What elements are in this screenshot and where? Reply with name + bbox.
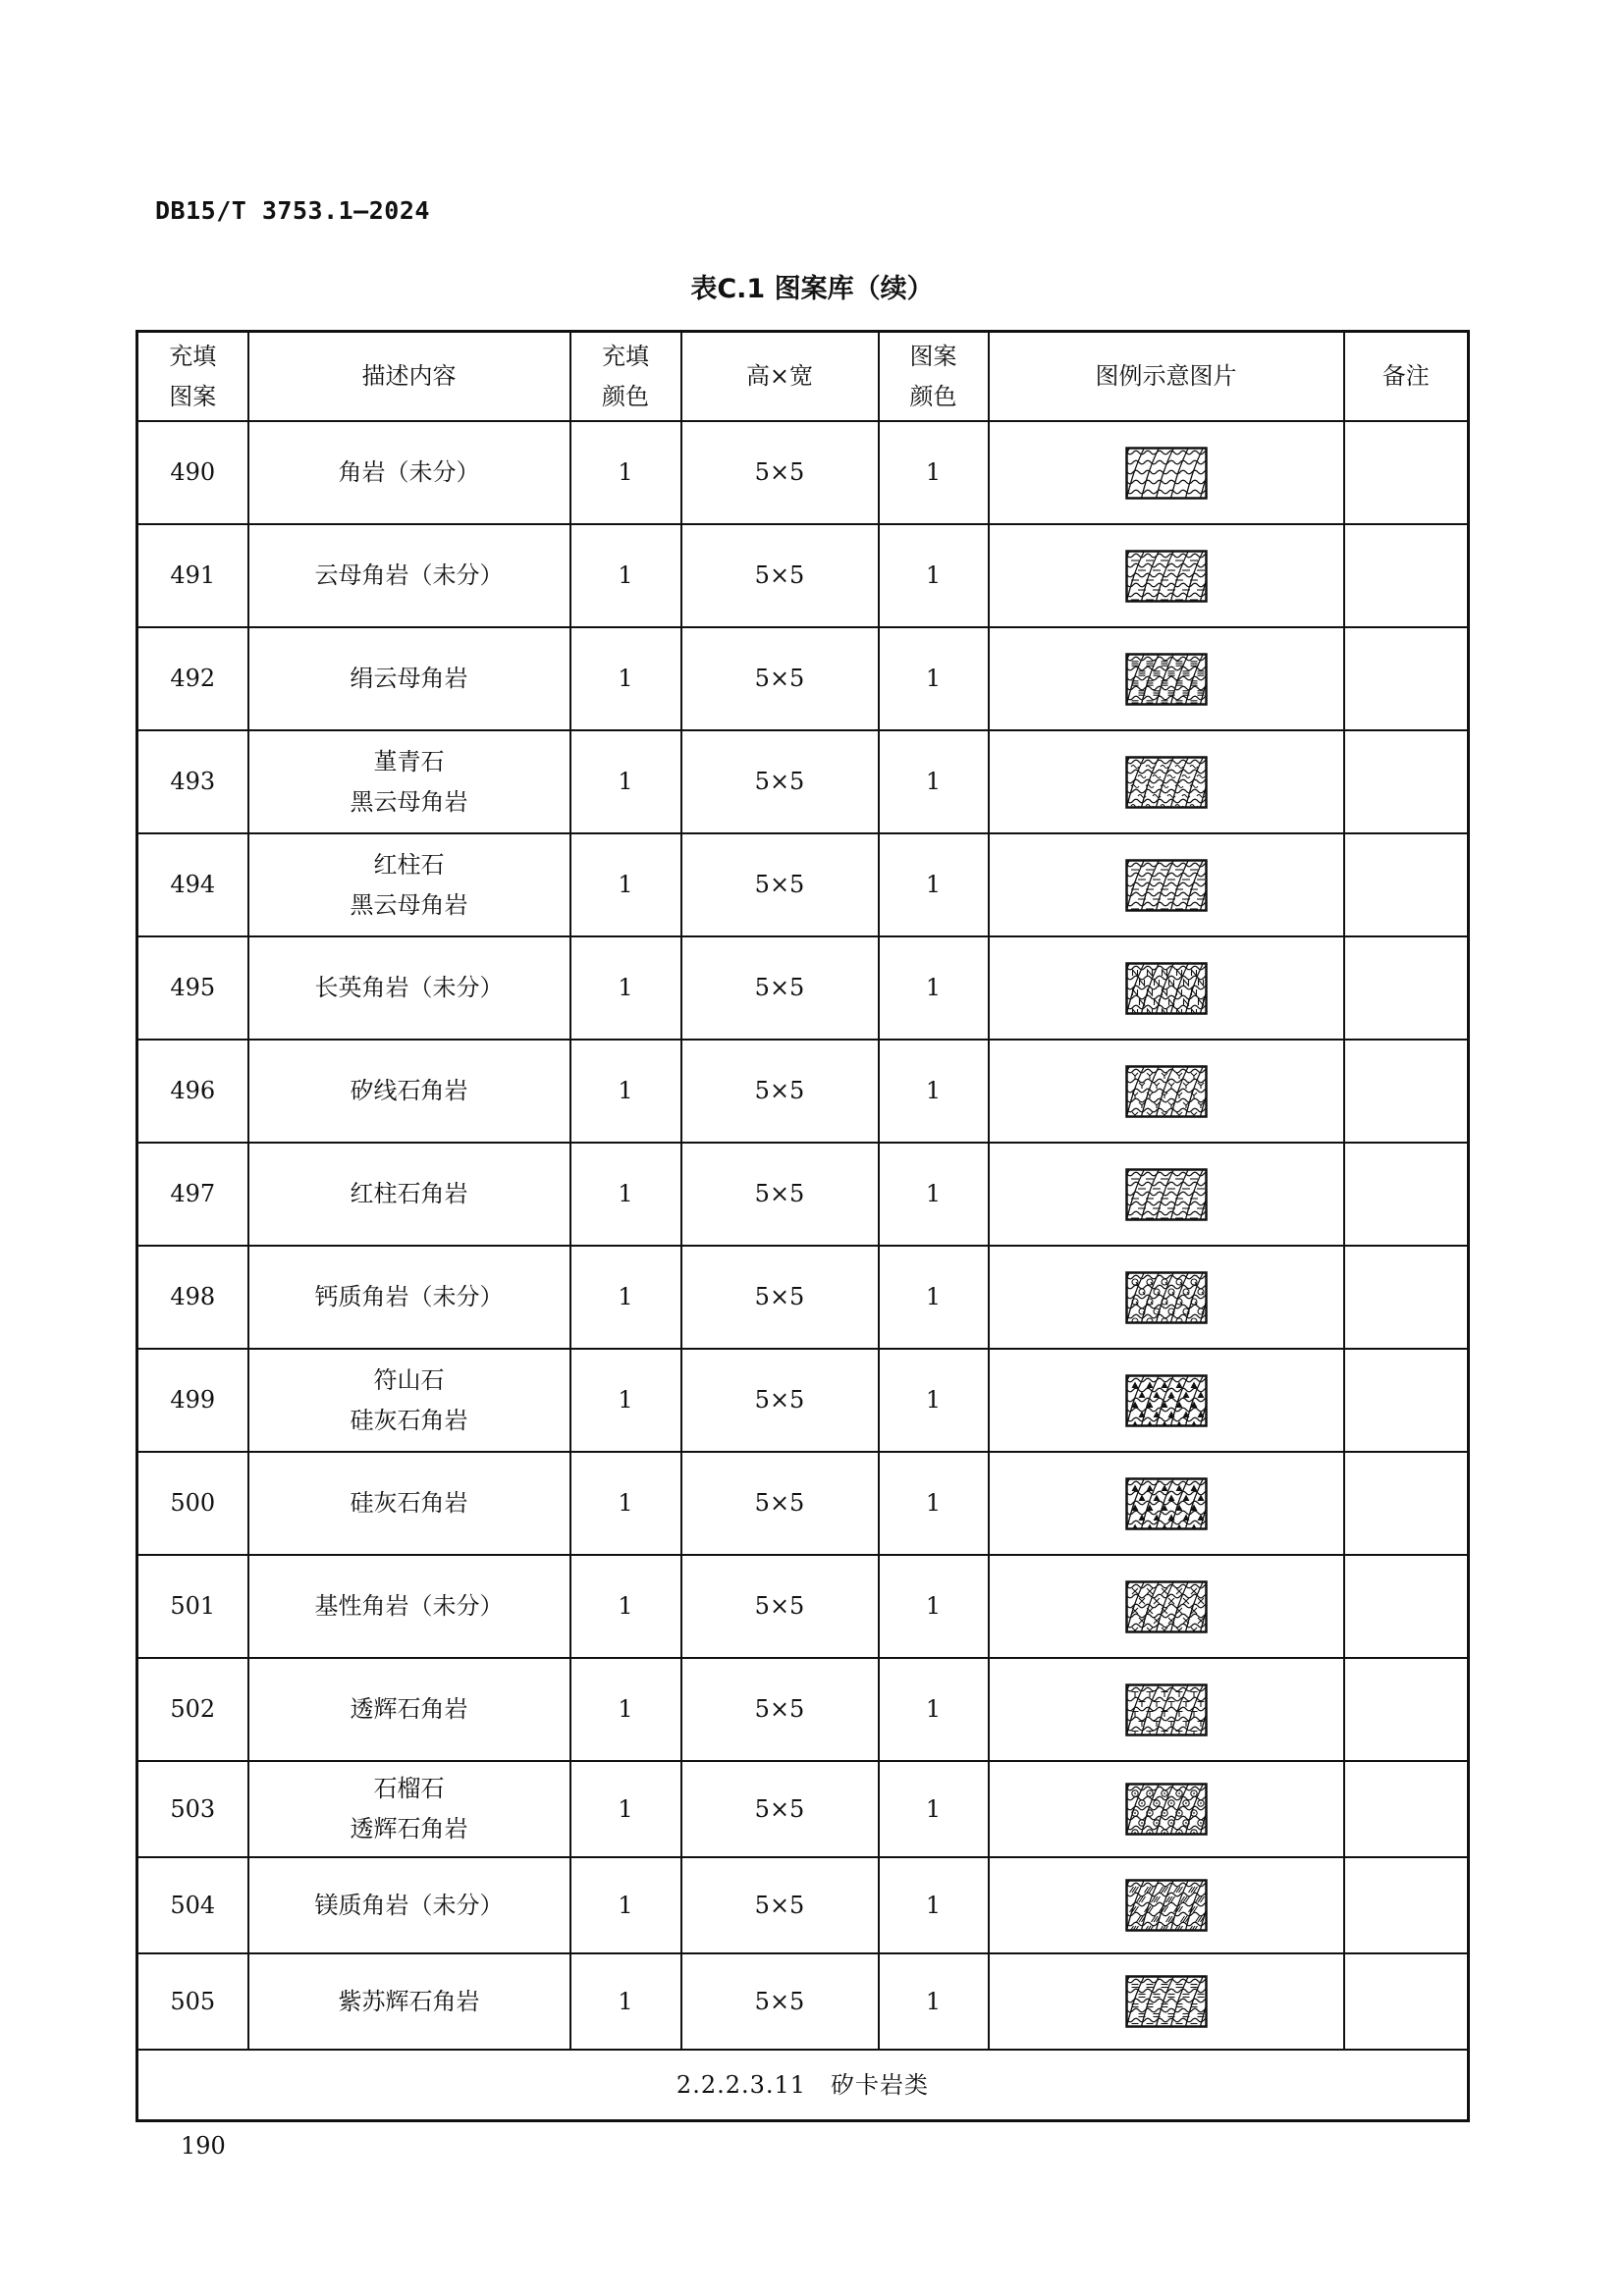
pattern-id: 495	[137, 936, 248, 1040]
table-row	[137, 1953, 1469, 2050]
pattern-size: 5×5	[681, 1761, 879, 1857]
legend-image-cell	[989, 1555, 1344, 1658]
pattern-id: 498	[137, 1246, 248, 1349]
table-body	[137, 421, 1469, 2121]
remark	[1344, 627, 1469, 730]
legend-image-cell	[989, 1953, 1344, 2050]
pattern-size: 5×5	[681, 1953, 879, 2050]
description-line: 绢云母角岩	[350, 665, 468, 693]
pattern-id: 494	[137, 833, 248, 936]
pattern-id: 496	[137, 1040, 248, 1143]
pattern-size: 5×5	[681, 833, 879, 936]
column-header-remark	[1344, 332, 1469, 422]
pattern-color: 1	[879, 1555, 989, 1658]
column-header-pattern_color	[879, 332, 989, 422]
legend-image-cell	[989, 1246, 1344, 1349]
pattern-id: 501	[137, 1555, 248, 1658]
pattern-size: 5×5	[681, 627, 879, 730]
garnet-diopside-hornfels-pattern-icon	[1125, 1783, 1208, 1836]
remark	[1344, 730, 1469, 833]
pattern-color: 1	[879, 1761, 989, 1857]
fill-color: 1	[570, 730, 681, 833]
pattern-color: 1	[879, 1040, 989, 1143]
description-line: 硅灰石角岩	[350, 1406, 468, 1434]
legend-image-cell	[989, 936, 1344, 1040]
pattern-size: 5×5	[681, 1143, 879, 1246]
pattern-color: 1	[879, 833, 989, 936]
calcareous-hornfels-pattern-icon	[1125, 1271, 1208, 1324]
pattern-size: 5×5	[681, 1349, 879, 1452]
table-row	[137, 833, 1469, 936]
pattern-color: 1	[879, 1857, 989, 1953]
pattern-description	[248, 1857, 570, 1953]
table-title: 表C.1 图案库（续）	[690, 274, 934, 304]
remark	[1344, 833, 1469, 936]
fill-color: 1	[570, 1761, 681, 1857]
hypersthene-hornfels-pattern-icon	[1125, 1975, 1208, 2028]
table-row	[137, 421, 1469, 524]
legend-image-cell	[989, 1349, 1344, 1452]
pattern-size: 5×5	[681, 1040, 879, 1143]
legend-image-cell	[989, 1040, 1344, 1143]
description-line: 钙质角岩（未分）	[314, 1283, 504, 1311]
table-row	[137, 1143, 1469, 1246]
description-line: 红柱石	[373, 850, 445, 879]
fill-color: 1	[570, 421, 681, 524]
table-row	[137, 730, 1469, 833]
remark	[1344, 1246, 1469, 1349]
pattern-color: 1	[879, 1349, 989, 1452]
pattern-id: 491	[137, 524, 248, 627]
fill-color: 1	[570, 1143, 681, 1246]
column-header-line: 描述内容	[361, 362, 457, 391]
legend-image-cell	[989, 1658, 1344, 1761]
table-row	[137, 1555, 1469, 1658]
fill-color: 1	[570, 1953, 681, 2050]
table-row	[137, 936, 1469, 1040]
pattern-id: 497	[137, 1143, 248, 1246]
legend-image-cell	[989, 833, 1344, 936]
description-line: 镁质角岩（未分）	[314, 1891, 504, 1919]
column-header-line: 颜色	[909, 382, 957, 410]
section-heading: 2.2.2.3.11 矽卡岩类	[137, 2050, 1469, 2121]
table-row	[137, 1761, 1469, 1857]
pattern-description	[248, 1953, 570, 2050]
table-row	[137, 1452, 1469, 1555]
column-header-line: 高×宽	[745, 362, 814, 391]
description-line: 符山石	[373, 1365, 445, 1394]
pattern-id: 493	[137, 730, 248, 833]
remark	[1344, 1555, 1469, 1658]
legend-image-cell	[989, 627, 1344, 730]
page-number: 190	[181, 2132, 226, 2160]
fill-color: 1	[570, 936, 681, 1040]
felsic-hornfels-pattern-icon	[1125, 962, 1208, 1015]
pattern-description	[248, 1452, 570, 1555]
pattern-color: 1	[879, 1658, 989, 1761]
remark	[1344, 1040, 1469, 1143]
sericite-hornfels-pattern-icon	[1125, 653, 1208, 706]
pattern-color: 1	[879, 1953, 989, 2050]
remark	[1344, 1143, 1469, 1246]
table-row	[137, 1246, 1469, 1349]
column-header-line: 充填	[169, 342, 217, 370]
diopside-hornfels-pattern-icon	[1125, 1683, 1208, 1736]
pattern-id: 499	[137, 1349, 248, 1452]
wollastonite-hornfels-pattern-icon	[1125, 1477, 1208, 1530]
column-header-legend	[989, 332, 1344, 422]
column-header-size	[681, 332, 879, 422]
fill-color: 1	[570, 1658, 681, 1761]
pattern-id: 502	[137, 1658, 248, 1761]
andalusite-biotite-hornfels-pattern-icon	[1125, 859, 1208, 912]
legend-image-cell	[989, 1857, 1344, 1953]
pattern-size: 5×5	[681, 1658, 879, 1761]
pattern-color: 1	[879, 524, 989, 627]
table-row	[137, 1349, 1469, 1452]
pattern-description	[248, 1761, 570, 1857]
table-row	[137, 524, 1469, 627]
andalusite-hornfels-pattern-icon	[1125, 1168, 1208, 1221]
description-line: 基性角岩（未分）	[314, 1592, 504, 1621]
table-row	[137, 1857, 1469, 1953]
description-line: 黑云母角岩	[350, 890, 468, 919]
column-header-line: 颜色	[602, 382, 649, 410]
remark	[1344, 1452, 1469, 1555]
table-header-row	[137, 332, 1469, 422]
pattern-description	[248, 833, 570, 936]
document-code: DB15/T 3753.1—2024	[155, 196, 430, 225]
fill-color: 1	[570, 627, 681, 730]
pattern-id: 503	[137, 1761, 248, 1857]
description-line: 长英角岩（未分）	[314, 974, 504, 1002]
pattern-color: 1	[879, 730, 989, 833]
pattern-description	[248, 1246, 570, 1349]
description-line: 黑云母角岩	[350, 787, 468, 816]
pattern-description	[248, 730, 570, 833]
remark	[1344, 1953, 1469, 2050]
pattern-description	[248, 936, 570, 1040]
pattern-size: 5×5	[681, 730, 879, 833]
pattern-color: 1	[879, 627, 989, 730]
pattern-description	[248, 1349, 570, 1452]
pattern-description	[248, 627, 570, 730]
mica-hornfels-pattern-icon	[1125, 550, 1208, 603]
description-line: 透辉石角岩	[350, 1815, 468, 1842]
fill-color: 1	[570, 1040, 681, 1143]
fill-color: 1	[570, 1246, 681, 1349]
legend-image-cell	[989, 524, 1344, 627]
table-row	[137, 627, 1469, 730]
magnesian-hornfels-pattern-icon	[1125, 1879, 1208, 1932]
description-line: 紫苏辉石角岩	[338, 1987, 480, 2015]
pattern-size: 5×5	[681, 1246, 879, 1349]
table-row	[137, 1040, 1469, 1143]
column-header-id	[137, 332, 248, 422]
legend-image-cell	[989, 1452, 1344, 1555]
legend-image-cell	[989, 730, 1344, 833]
pattern-description	[248, 421, 570, 524]
pattern-size: 5×5	[681, 1857, 879, 1953]
pattern-description	[248, 1143, 570, 1246]
column-header-fill_color	[570, 332, 681, 422]
description-line: 硅灰石角岩	[350, 1489, 468, 1518]
fill-color: 1	[570, 1349, 681, 1452]
fill-color: 1	[570, 1857, 681, 1953]
pattern-library-table	[135, 330, 1470, 2122]
pattern-id: 500	[137, 1452, 248, 1555]
description-line: 石榴石	[373, 1775, 445, 1803]
remark	[1344, 524, 1469, 627]
column-header-line: 图案	[909, 342, 957, 370]
pattern-color: 1	[879, 936, 989, 1040]
remark	[1344, 936, 1469, 1040]
pattern-size: 5×5	[681, 1555, 879, 1658]
legend-image-cell	[989, 1143, 1344, 1246]
legend-image-cell	[989, 421, 1344, 524]
pattern-id: 505	[137, 1953, 248, 2050]
remark	[1344, 1658, 1469, 1761]
pattern-description	[248, 1040, 570, 1143]
pattern-color: 1	[879, 1143, 989, 1246]
column-header-desc	[248, 332, 570, 422]
pattern-size: 5×5	[681, 1452, 879, 1555]
vesuvianite-wollastonite-hornfels-pattern-icon	[1125, 1374, 1208, 1427]
fill-color: 1	[570, 833, 681, 936]
pattern-id: 492	[137, 627, 248, 730]
remark	[1344, 1349, 1469, 1452]
fill-color: 1	[570, 1452, 681, 1555]
table-row	[137, 1658, 1469, 1761]
column-header-line: 图例示意图片	[1095, 362, 1237, 391]
pattern-size: 5×5	[681, 421, 879, 524]
sillimanite-hornfels-pattern-icon	[1125, 1065, 1208, 1118]
fill-color: 1	[570, 1555, 681, 1658]
description-line: 红柱石角岩	[350, 1180, 468, 1208]
remark	[1344, 1857, 1469, 1953]
pattern-size: 5×5	[681, 936, 879, 1040]
pattern-color: 1	[879, 1452, 989, 1555]
description-line: 云母角岩（未分）	[314, 561, 504, 590]
remark	[1344, 1761, 1469, 1857]
plain-hornfels-pattern-icon	[1125, 447, 1208, 500]
pattern-color: 1	[879, 1246, 989, 1349]
pattern-id: 490	[137, 421, 248, 524]
legend-image-cell	[989, 1761, 1344, 1857]
description-line: 堇青石	[373, 747, 445, 775]
pattern-description	[248, 1555, 570, 1658]
column-header-line: 备注	[1381, 362, 1430, 391]
description-line: 角岩（未分）	[338, 458, 480, 487]
description-line: 透辉石角岩	[350, 1695, 468, 1724]
remark	[1344, 421, 1469, 524]
description-line: 矽线石角岩	[350, 1077, 468, 1105]
column-header-line: 充填	[602, 342, 649, 370]
basic-hornfels-pattern-icon	[1125, 1580, 1208, 1633]
column-header-line: 图案	[169, 382, 217, 410]
pattern-id: 504	[137, 1857, 248, 1953]
pattern-color: 1	[879, 421, 989, 524]
pattern-description	[248, 1658, 570, 1761]
pattern-size: 5×5	[681, 524, 879, 627]
pattern-description	[248, 524, 570, 627]
section-heading-row	[137, 2050, 1469, 2121]
cordierite-biotite-hornfels-pattern-icon	[1125, 756, 1208, 809]
fill-color: 1	[570, 524, 681, 627]
